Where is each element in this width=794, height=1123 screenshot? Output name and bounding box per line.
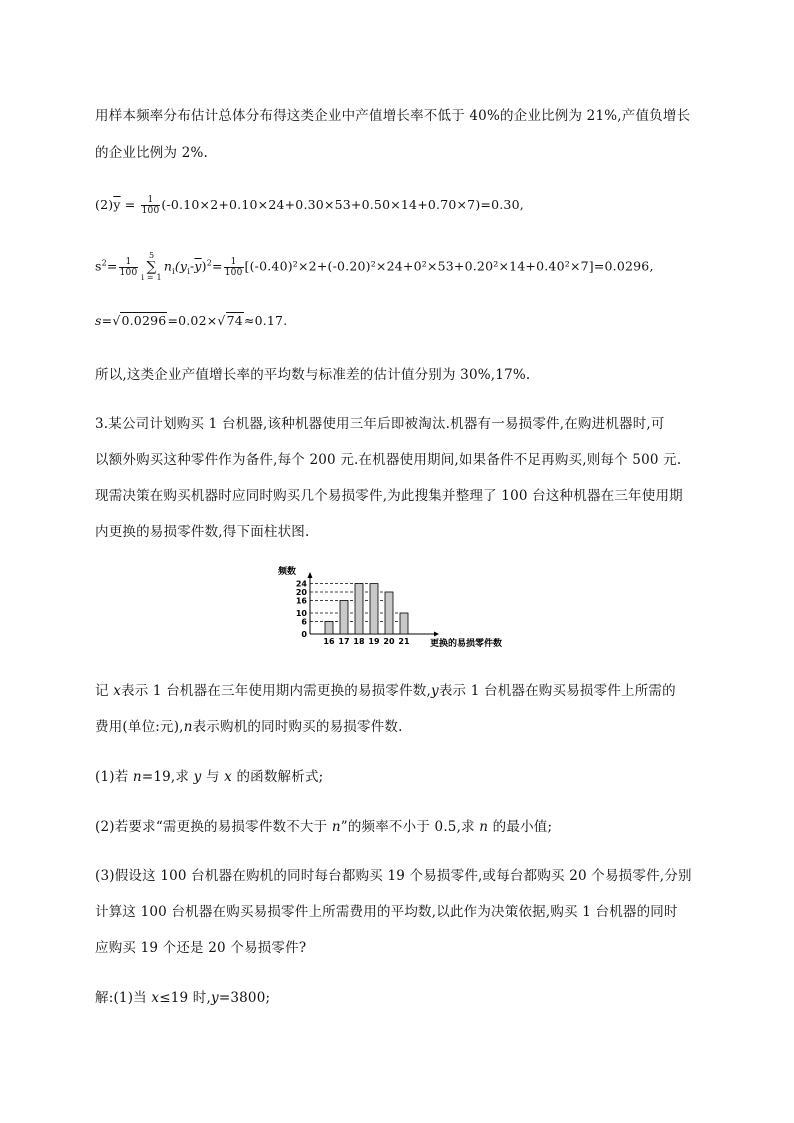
- eq-fraction: [119, 257, 139, 278]
- sqrt-radicand: 74: [226, 313, 243, 328]
- eq-equals: =: [101, 313, 113, 328]
- solution-line: [95, 986, 270, 1006]
- sqrt-radicand: 0.0296: [121, 313, 167, 328]
- eq-body: [(-0.40)²×2+(-0.20)²×24+0²×53+0.20²×14+0.40²×7]=0.0296,: [244, 258, 654, 274]
- text: 表示 1 台机器在三年使用期内需更换的易损零件数,: [121, 683, 431, 699]
- text: 费用(单位:元),: [95, 719, 184, 735]
- var-y: y: [431, 683, 439, 699]
- eq-term: (y: [174, 258, 188, 274]
- x-tick-label: 16: [323, 637, 335, 646]
- var-n: n: [479, 819, 489, 835]
- bar: [400, 613, 408, 634]
- text: 的最小值;: [488, 819, 553, 835]
- eq-ybar: $\overline{y}$: [194, 258, 202, 274]
- definition-line: [95, 679, 676, 699]
- eq-fraction: [141, 195, 161, 216]
- x-axis-label: 更换的易损零件数: [430, 639, 503, 649]
- text: 记: [95, 683, 114, 699]
- paragraph-line: 用样本频率分布估计总体分布得这类企业中产值增长率不低于 40%的企业比例为 21%,产值负增长: [95, 108, 691, 124]
- text: =19,求: [141, 769, 194, 785]
- sqrt-sign: √: [112, 313, 121, 328]
- y-tick-label: 16: [295, 596, 307, 606]
- var-x: x: [151, 990, 160, 1006]
- paragraph-line: 所以,这类企业产值增长率的平均数与标准差的估计值分别为 30%,17%.: [95, 367, 531, 383]
- eq-fraction: [224, 257, 244, 278]
- eq-n: n: [163, 258, 173, 274]
- eq-summation: [141, 252, 161, 282]
- subquestion-3-line: 应购买 19 个还是 20 个易损零件?: [95, 940, 307, 956]
- frac-den: 100: [224, 267, 243, 278]
- question-3-line: 现需决策在购买机器时应同时购买几个易损零件,为此搜集并整理了 100 台这种机器在三年使用期: [95, 488, 683, 504]
- frac-den: 100: [141, 206, 160, 216]
- equation-mean: [95, 195, 524, 216]
- text: ≤19 时,: [159, 990, 211, 1006]
- equation-stddev: [95, 313, 287, 328]
- subquestion-1: [95, 765, 323, 785]
- question-3-line: 内更换的易损零件数,得下面柱状图.: [95, 524, 310, 540]
- sum-top: 5: [148, 251, 155, 260]
- y-tick-label: 24: [295, 579, 307, 589]
- var-x: x: [224, 769, 232, 785]
- text: 表示 1 台机器在购买易损零件上所需的: [438, 683, 676, 699]
- definition-line: [95, 715, 403, 735]
- text: 与: [201, 769, 225, 785]
- bar: [370, 584, 378, 634]
- question-3-line: 以额外购买这种零件作为备件,每个 200 元.在机器使用期间,如果备件不足再购买,则每个 500 元.: [95, 452, 682, 468]
- bar: [355, 584, 363, 634]
- y-tick-label: 20: [295, 588, 307, 597]
- frac-num: 1: [224, 257, 244, 268]
- y-tick-label: 6: [301, 617, 307, 627]
- var-y: y: [210, 990, 219, 1006]
- bar: [325, 621, 333, 634]
- equation-variance: [95, 252, 654, 282]
- text: 表示购机的同时购买的易损零件数.: [192, 719, 403, 735]
- eq-sub: i: [172, 267, 175, 276]
- eq-prefix: (2): [95, 197, 114, 212]
- frac-den: 100: [119, 267, 138, 278]
- text: (1)若: [95, 769, 133, 785]
- x-tick-label: 17: [338, 637, 350, 646]
- text: ”的频率不小于 0.5,求: [340, 819, 480, 835]
- eq-s: s: [95, 258, 102, 274]
- frac-num: 1: [119, 257, 139, 268]
- y-tick-label: 10: [295, 609, 307, 618]
- eq-minus: -: [189, 258, 195, 274]
- y-axis-arrow: [308, 572, 313, 578]
- frac-num: 1: [141, 195, 161, 206]
- eq-close: ): [201, 258, 207, 274]
- y-axis-label: 频数: [278, 567, 297, 577]
- sqrt-sign: √: [217, 313, 226, 328]
- eq-sub: i: [187, 267, 190, 276]
- var-n: n: [331, 819, 341, 835]
- eq-end: ≈0.17.: [243, 313, 288, 328]
- sum-symbol: ∑: [146, 259, 157, 275]
- text: 的函数解析式;: [231, 769, 324, 785]
- y-tick-label: 0: [301, 630, 307, 639]
- bar-chart: [268, 563, 548, 653]
- eq-body: (-0.10×2+0.10×24+0.30×53+0.50×14+0.70×7)=0.30,: [161, 197, 524, 212]
- sum-bottom: i = 1: [141, 273, 162, 282]
- subquestion-3-line: (3)假设这 100 台机器在购机的同时每台都购买 19 个易损零件,或每台都购买 20 个易损零件,分别: [95, 868, 692, 884]
- eq-equals: =: [106, 258, 118, 274]
- x-tick-label: 19: [368, 637, 380, 646]
- x-axis-arrow: [434, 632, 439, 637]
- var-n: n: [132, 769, 142, 785]
- eq-sup: 2: [101, 258, 107, 268]
- text: 解:(1)当: [95, 990, 152, 1006]
- var-x: x: [113, 683, 122, 699]
- text: (2)若要求“需更换的易损零件数不大于: [95, 819, 332, 835]
- paragraph-line: 的企业比例为 2%.: [95, 145, 208, 161]
- question-3-line: 3.某公司计划购买 1 台机器,该种机器使用三年后即被淘汰.机器有一易损零件,在购进机器时,可: [95, 416, 665, 432]
- var-n: n: [183, 719, 193, 735]
- bar: [340, 600, 348, 634]
- text: =3800;: [218, 990, 271, 1006]
- eq-s: s: [95, 313, 102, 328]
- subquestion-2: [95, 815, 552, 835]
- eq-sup: 2: [206, 258, 213, 268]
- x-tick-label: 21: [398, 637, 410, 646]
- eq-equals: =: [120, 197, 140, 212]
- var-y: y: [193, 769, 202, 785]
- eq-mid: =0.02×: [167, 313, 218, 328]
- bar: [385, 592, 393, 634]
- eq-equals: =: [212, 258, 223, 274]
- x-tick-label: 20: [383, 637, 395, 646]
- subquestion-3-line: 计算这 100 台机器在购买易损零件上所需费用的平均数,以此作为决策依据,购买 1 台机器的同时: [95, 904, 678, 920]
- x-tick-label: 18: [353, 637, 365, 646]
- eq-ybar: $\overline{y}$: [113, 197, 121, 212]
